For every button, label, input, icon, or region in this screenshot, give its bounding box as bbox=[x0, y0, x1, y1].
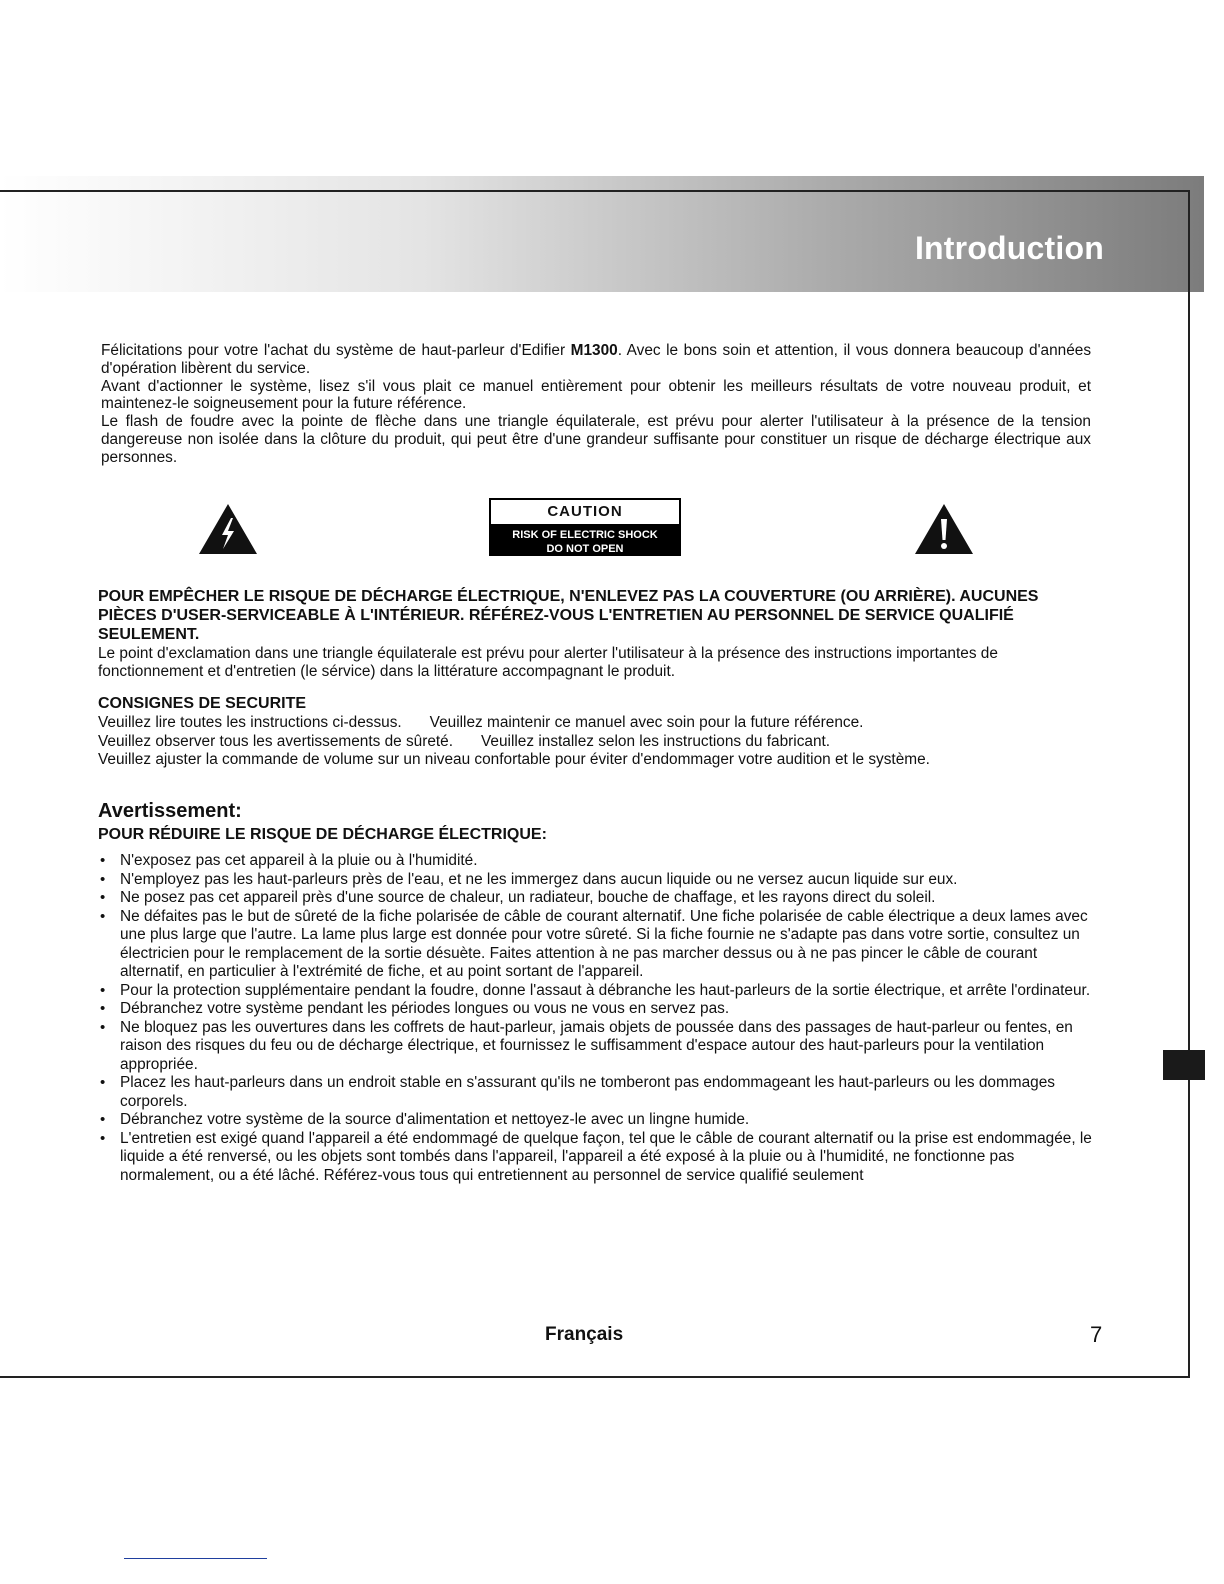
intro-text bbox=[101, 342, 1091, 467]
bullet: • bbox=[100, 981, 106, 999]
warning-title: Avertissement: bbox=[98, 800, 242, 822]
bullet: • bbox=[100, 1111, 106, 1128]
bullet: • bbox=[100, 1129, 106, 1147]
bullet: • bbox=[100, 889, 106, 906]
list-item: • Débranchez votre système pendant les périodes longues ou vous ne vous en servez pas. bbox=[100, 1000, 730, 1017]
shock-warning-heading: POUR EMPÊCHER LE RISQUE DE DÉCHARGE ÉLECTRIQUE, N'ENLEVEZ PAS LA COUVERTURE (OU ARRIÈRE). AUCUNES PIÈCES D'USER-SERVICEABLE À L'INTÉRIEUR. RÉFÉREZ-VOUS L'ENTRETIEN AU PERSONNEL DE SERVICE QUALIFIÉ SEULEMENT. bbox=[98, 588, 1039, 643]
list-item: • Pour la protection supplémentaire pendant la foudre, donne l'assaut à débranche les haut-parleurs de la sortie électrique, et arrête l'ordinateur. bbox=[100, 981, 1091, 999]
safety-line-2: Veuillez observer tous les avertissements de sûreté. Veuillez installez selon les instructions du fabricant. bbox=[98, 732, 831, 750]
warning-list bbox=[98, 852, 1093, 1185]
warning-subtitle: POUR RÉDUIRE LE RISQUE DE DÉCHARGE ÉLECTRIQUE: bbox=[98, 826, 547, 843]
intro-paragraph-2: Avant d'actionner le système, lisez s'il vous plait ce manuel entièrement pour obtenir les meilleurs résultats de votre nouveau produit, et maintenez-le soigneusement pour la future référence. bbox=[101, 377, 1091, 413]
list-item: • Ne posez pas cet appareil près d'une source de chaleur, un radiateur, bouche de chaffage, et les rayons direct du soleil. bbox=[100, 889, 936, 906]
list-item: • Ne bloquez pas les ouvertures dans les coffrets de haut-parleur, jamais objets de poussée dans des passages de haut-parleur ou fentes, en raison des risques du feu ou de décharge électrique, et fournissez le suffisamment d'espace autour des haut-parleurs pour la ventilation appropriée. bbox=[100, 1018, 1073, 1073]
safety-line-1: Veuillez lire toutes les instructions ci-dessus. Veuillez maintenir ce manuel avec soin pour la future référence. bbox=[98, 714, 864, 731]
bullet: • bbox=[100, 1018, 106, 1036]
caution-label bbox=[489, 498, 681, 556]
bullet: • bbox=[100, 870, 106, 888]
caution-warning: RISK OF ELECTRIC SHOCK DO NOT OPEN bbox=[491, 526, 679, 556]
section-title: Introduction bbox=[914, 230, 1104, 266]
footer-language: Français bbox=[545, 1324, 624, 1345]
lightning-triangle-icon bbox=[197, 502, 259, 556]
intro-paragraph-1: Félicitations pour votre l'achat du système de haut-parleur d'Edifier M1300. Avec le bons soin et attention, il vous donnera beaucoup d'années d'opération libèrent du service. bbox=[101, 342, 1092, 377]
shock-warning-body: Le point d'exclamation dans une triangle équilaterale est prévu pour alerter l'utilisateur à la présence des instructions importantes de fonctionnement et d'entretien (le sérvice) dans la littérature accompagnant le produit. bbox=[98, 645, 998, 680]
safety-instructions bbox=[98, 714, 1093, 770]
list-item: • L'entretien est exigé quand l'appareil a été endommagé de quelque façon, tel que le câble de courant alternatif ou la prise est endommagée, le liquide a été renversé, ou les objets sont tombés dans l'appareil, l'appareil a été exposé à la pluie ou à l'humidité, ne fonctionne pas normalement, ou a été lâché. Référez-vous tous qui entretiennent au personnel de service qualifié seulement bbox=[100, 1129, 1092, 1184]
list-item: • Débranchez votre système de la source d'alimentation et nettoyez-le avec un lingne humide. bbox=[100, 1111, 750, 1128]
caution-title: CAUTION bbox=[491, 500, 679, 526]
list-item: • N'employez pas les haut-parleurs près de l'eau, et ne les immergez dans aucun liquide ou ne versez aucun liquide sur eux. bbox=[100, 870, 958, 888]
exclamation-triangle-icon bbox=[913, 502, 975, 556]
bullet: • bbox=[100, 852, 106, 869]
footnote-rule bbox=[124, 1558, 267, 1559]
safety-line-3: Veuillez ajuster la commande de volume sur un niveau confortable pour éviter d'endommager votre audition et le système. bbox=[98, 751, 930, 769]
list-item: • Placez les haut-parleurs dans un endroit stable en s'assurant qu'ils ne tomberont pas endommageant les haut-parleurs ou les dommages corporels. bbox=[100, 1074, 1055, 1110]
bullet: • bbox=[100, 1000, 106, 1017]
intro-paragraph-3: Le flash de foudre avec la pointe de flèche dans une triangle équilaterale, est prévu pour alerter l'utilisateur à la présence de la tension dangereuse non isolée dans la clôture du produit, qui peut être d'une grandeur suffisante pour constituer un risque de décharge électrique aux personnes. bbox=[101, 413, 1091, 466]
page-number: 7 bbox=[1090, 1322, 1103, 1347]
bullet: • bbox=[100, 1074, 106, 1091]
section-thumb-tab bbox=[1163, 1050, 1205, 1080]
model-name: M1300 bbox=[570, 342, 618, 359]
list-item: • Ne défaites pas le but de sûreté de la fiche polarisée de câble de courant alternatif. Une fiche polarisée de cable électrique a deux lames avec une plus large que l'autre. La lame plus large est donnée pour votre sûreté. Si la fiche fournie ne s'adapte pas dans votre sortie, consultez un électricien pour le remplacement de la sortie désuète. Faites attention à ne pas marcher dessus ou à ne pas pincer le câble de courant alternatif, en particulier à l'extrémité de fiche, et au point sortant de l'appareil. bbox=[100, 907, 1088, 980]
safety-title: CONSIGNES DE SECURITE bbox=[98, 695, 307, 712]
bullet: • bbox=[100, 907, 106, 925]
list-item: • N'exposez pas cet appareil à la pluie ou à l'humidité. bbox=[100, 852, 478, 869]
